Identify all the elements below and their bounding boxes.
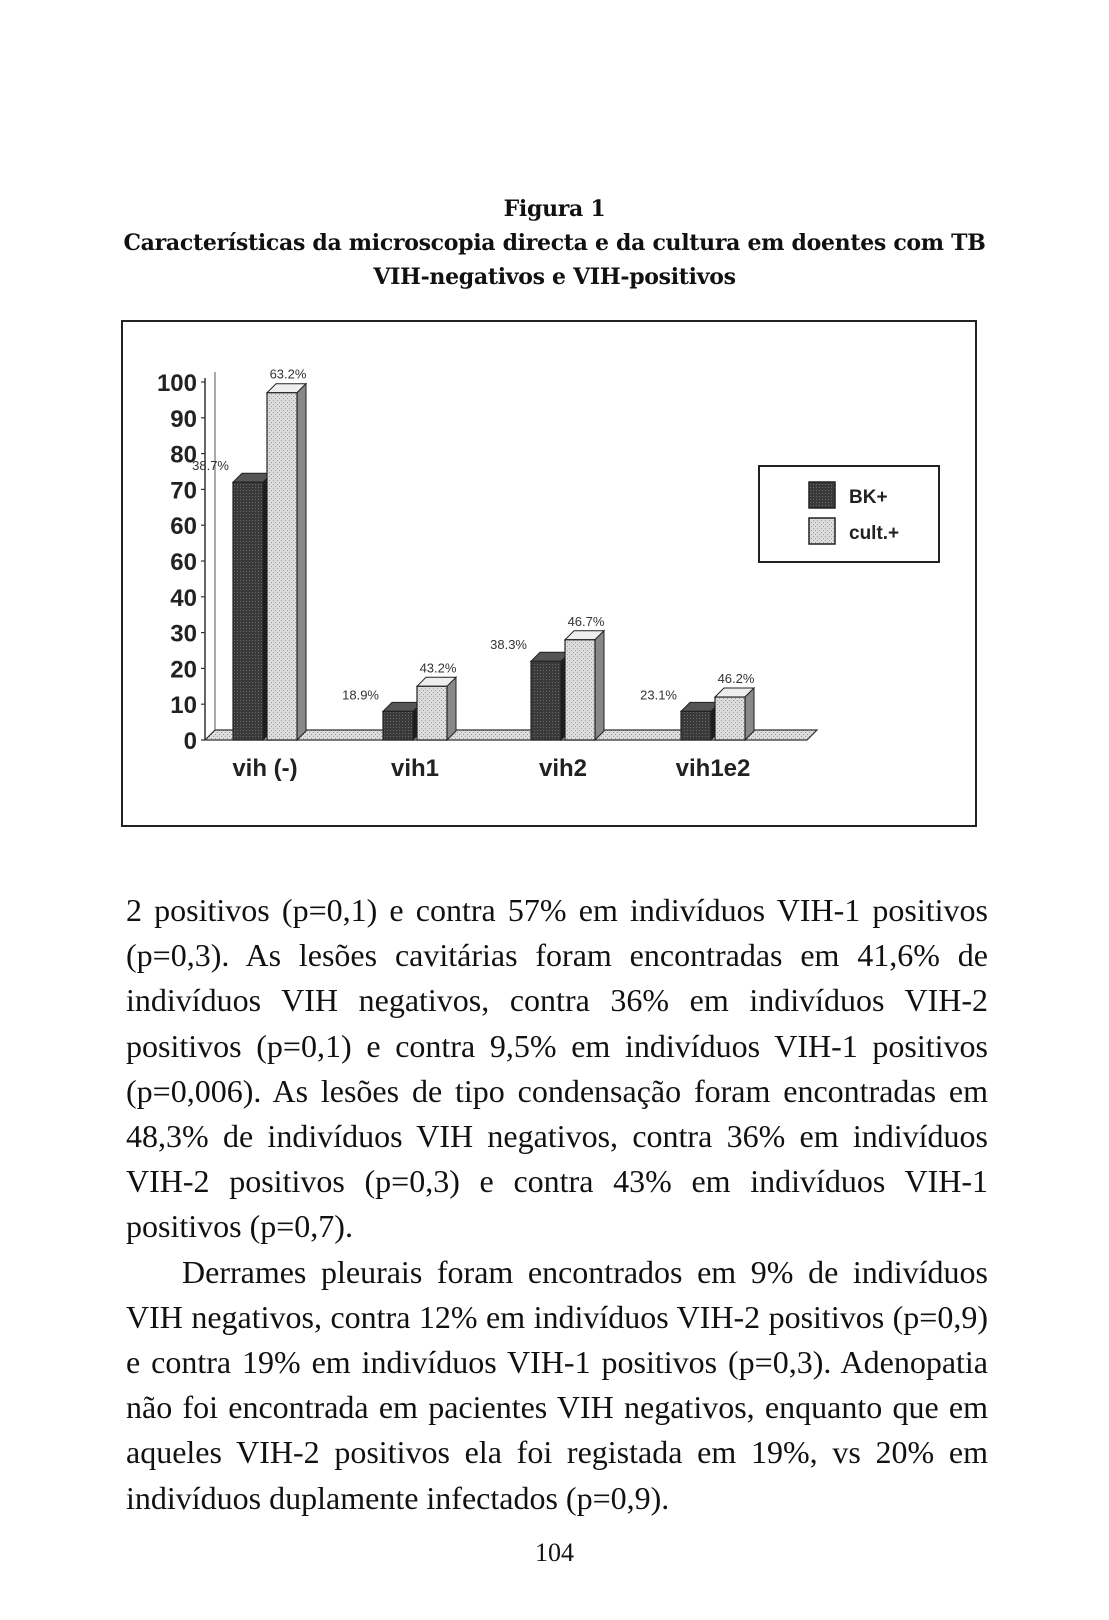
data-label: 43.2% bbox=[419, 660, 457, 676]
y-tick-label: 60 bbox=[170, 549, 197, 576]
data-label: 63.2% bbox=[269, 366, 307, 382]
bar bbox=[383, 711, 413, 740]
x-tick-label: vih (-) bbox=[232, 755, 298, 782]
body-text bbox=[126, 888, 988, 1521]
y-tick-label: 20 bbox=[170, 656, 197, 684]
bar bbox=[531, 661, 561, 740]
bar bbox=[681, 711, 711, 740]
bar-side bbox=[595, 631, 604, 740]
data-label: 38.3% bbox=[490, 637, 527, 653]
bar bbox=[715, 697, 745, 740]
paragraph-2: Derrames pleurais foram encontrados em 9% de indivíduos VIH negativos, contra 12% em indivíduos VIH-2 positivos (p=0,9) e contra 19% em indivíduos VIH-1 positivos (p=0,3). Adenopatia não foi encontrada em pacientes VIH negativos, enquanto que em aqueles VIH-2 positivos ela foi registada em 19%, vs 20% em indivíduos duplamente infectados (p=0,9). bbox=[126, 1253, 988, 1516]
y-tick-label: 10 bbox=[170, 692, 197, 720]
y-tick-label: 60 bbox=[170, 513, 197, 541]
bar-chart bbox=[123, 322, 975, 825]
x-tick-label: vih1 bbox=[390, 755, 440, 782]
legend-swatch bbox=[809, 482, 835, 508]
chart-frame bbox=[121, 320, 977, 827]
bar bbox=[565, 640, 595, 740]
bar-side bbox=[745, 688, 754, 740]
bar bbox=[233, 482, 263, 740]
figure-caption-line1: Características da microscopia directa e da cultura em doentes com TB bbox=[123, 230, 986, 256]
legend-label: BK+ bbox=[849, 487, 888, 508]
bar bbox=[267, 393, 297, 740]
page-number: 104 bbox=[535, 1538, 574, 1567]
legend-label: cult.+ bbox=[849, 523, 900, 544]
y-tick-label: 80 bbox=[170, 441, 197, 469]
data-label: 46.2% bbox=[717, 671, 755, 687]
bar-side bbox=[447, 677, 456, 740]
figure-caption-line2: VIH-negativos e VIH-positivos bbox=[373, 264, 736, 290]
paragraph-1: 2 positivos (p=0,1) e contra 57% em indivíduos VIH-1 positivos (p=0,3). As lesões cavitárias foram encontradas em 41,6% de indivíduos VIH negativos, contra 36% em indivíduos VIH-2 positivos (p=0,1) e contra 9,5% em indivíduos VIH-1 positivos (p=0,006). As lesões de tipo condensação foram encontradas em 48,3% de indivíduos VIH negativos, contra 36% em indivíduos VIH-2 positivos (p=0,3) e contra 43% em indivíduos VIH-1 positivos (p=0,7). bbox=[126, 892, 988, 1245]
y-tick-label: 70 bbox=[170, 477, 197, 505]
bar bbox=[417, 686, 447, 740]
y-tick-label: 100 bbox=[156, 370, 197, 397]
x-tick-label: vih2 bbox=[538, 755, 588, 782]
y-tick-label: 90 bbox=[170, 405, 197, 433]
data-label: 23.1% bbox=[640, 687, 677, 703]
figure-label: Figura 1 bbox=[503, 196, 606, 222]
y-tick-label: 30 bbox=[170, 620, 197, 648]
legend-swatch bbox=[809, 518, 835, 544]
y-tick-label: 0 bbox=[183, 728, 197, 755]
bar-side bbox=[297, 384, 306, 740]
y-tick-label: 40 bbox=[170, 584, 197, 612]
data-label: 18.9% bbox=[342, 687, 379, 703]
data-label: 38.7% bbox=[192, 458, 229, 474]
data-label: 46.7% bbox=[567, 613, 605, 629]
x-tick-label: vih1e2 bbox=[675, 755, 751, 782]
figure-heading bbox=[0, 192, 1109, 294]
legend-box bbox=[759, 466, 939, 562]
